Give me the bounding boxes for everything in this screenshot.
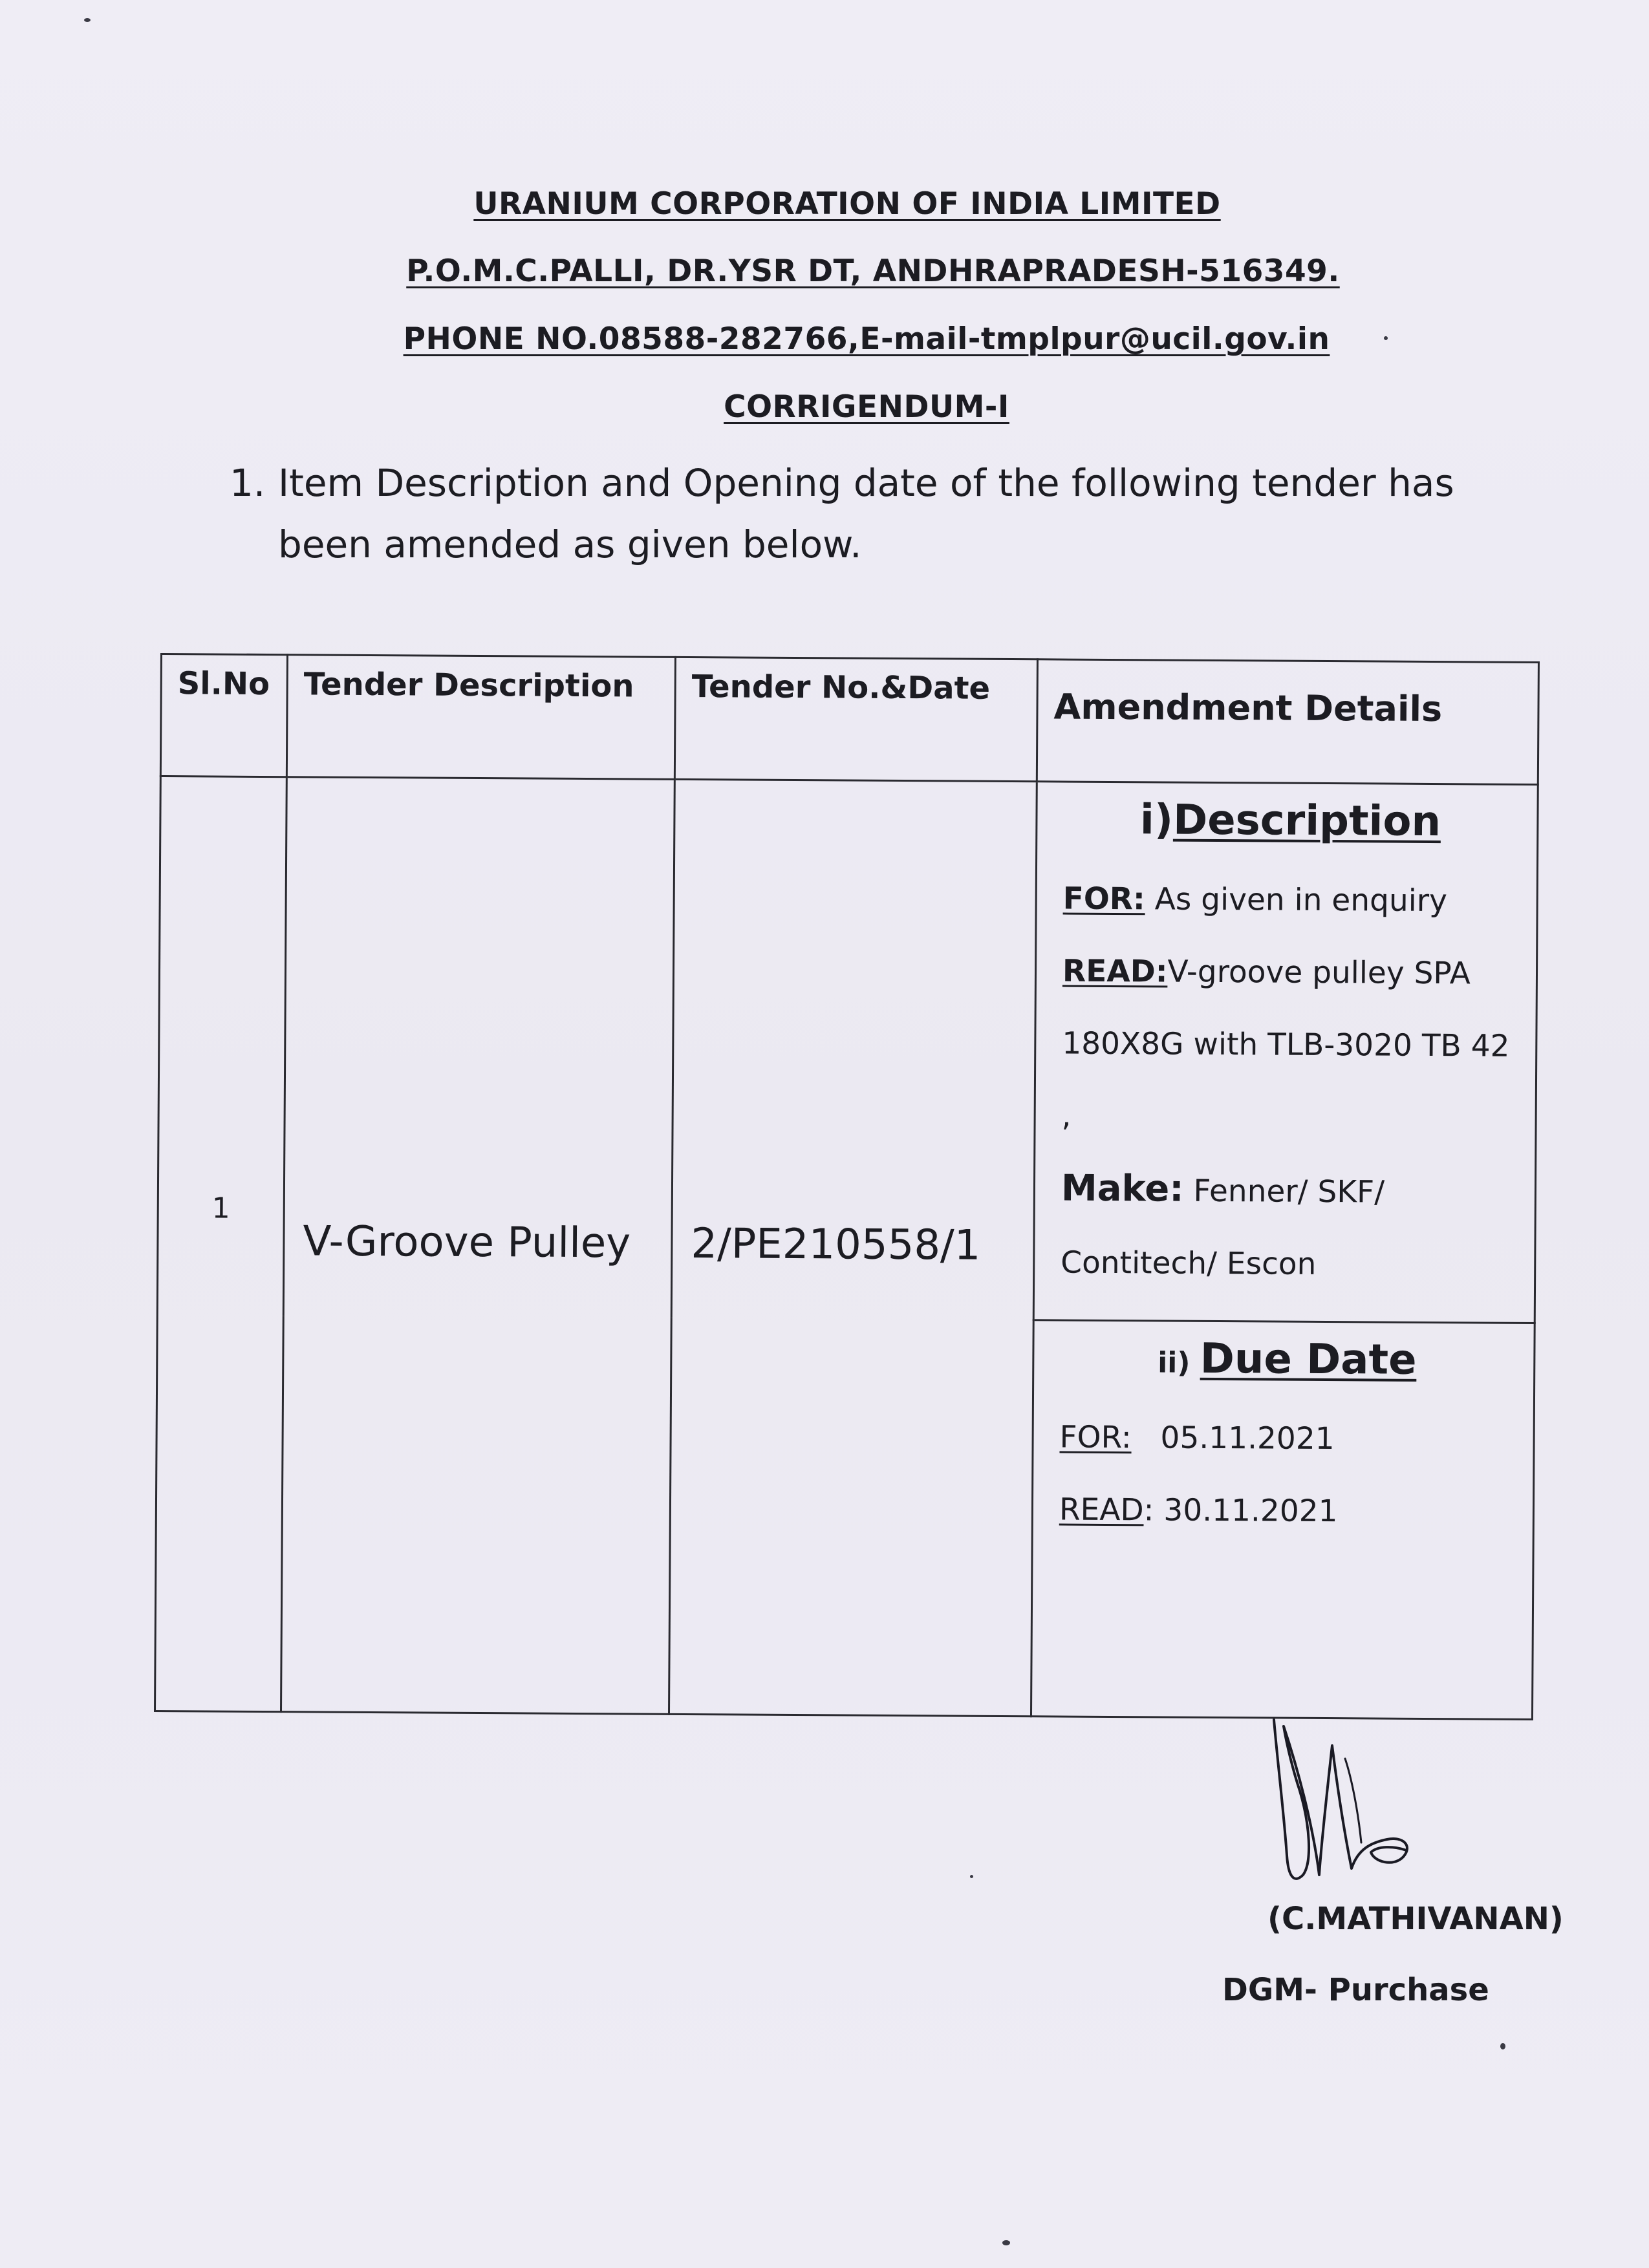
amendment-table [154,653,1538,1691]
document-type: CORRIGENDUM-I [724,389,1009,425]
cell-tender-no: 2/PE210558/1 [669,779,1037,1716]
cell-description-amendment [1033,782,1538,1323]
description-amendment-title [1063,796,1517,846]
cell-due-date-amendment [1031,1320,1535,1720]
cell-tender-description: V-Groove Pulley [281,777,674,1715]
description-prefix: i) [1139,796,1174,844]
scan-speck [84,18,91,22]
description-title: Description [1172,796,1441,846]
column-header-amendment-details: Amendment Details [1037,659,1538,785]
cell-sl-no: 1 [155,776,287,1712]
due-date-title [1060,1334,1514,1385]
column-header-sl-no: Sl.No [160,654,287,777]
description-for-line [1062,863,1517,938]
due-prefix: ii) [1158,1346,1200,1380]
make-line [1061,1153,1516,1230]
description-read-line [1062,936,1517,1011]
column-header-tender-no: Tender No.&Date [674,657,1037,781]
intro-text: Item Description and Opening date of the following tender has been amended as given below. [278,461,1454,566]
make-label: Make: [1061,1167,1184,1210]
intro-number: 1. [230,461,266,505]
make-text-1: Fenner/ SKF/ [1183,1173,1385,1210]
due-title: Due Date [1200,1334,1417,1384]
description-read-line-2: 180X8G with TLB-3020 TB 42 , [1061,1025,1510,1134]
scan-speck [1500,2043,1505,2049]
organization-contact: PHONE NO.08588-282766,E-mail-tmplpur@ucil.gov.in [403,321,1330,357]
table-header-row [160,654,1538,785]
column-header-tender-description: Tender Description [286,655,675,780]
intro-paragraph [230,453,1497,575]
due-read-line [1059,1474,1514,1549]
signatory-name: (C.MATHIVANAN) [1267,1901,1564,1937]
description-for-label: FOR: [1062,881,1145,917]
scan-speck [970,1875,973,1878]
table-row [157,776,1538,1323]
handwritten-signature [1248,1707,1429,1901]
description-for-text: As given in enquiry [1145,881,1448,919]
organization-name: URANIUM CORPORATION OF INDIA LIMITED [473,186,1221,222]
due-read-label: READ [1059,1492,1144,1528]
description-read-text-1: V-groove pulley SPA [1167,954,1471,992]
scan-speck [1002,2240,1010,2245]
due-read-value: : 30.11.2021 [1143,1492,1338,1530]
due-for-label: FOR: [1059,1419,1132,1456]
organization-address: P.O.M.C.PALLI, DR.YSR DT, ANDHRAPRADESH-516349. [406,253,1340,289]
scan-speck [1384,336,1388,340]
due-for-line [1059,1402,1514,1477]
description-read-label: READ: [1062,953,1168,990]
make-line-2: Contitech/ Escon [1061,1245,1317,1282]
signatory-designation: DGM- Purchase [1222,1972,1489,2008]
due-for-value: 05.11.2021 [1131,1420,1335,1457]
